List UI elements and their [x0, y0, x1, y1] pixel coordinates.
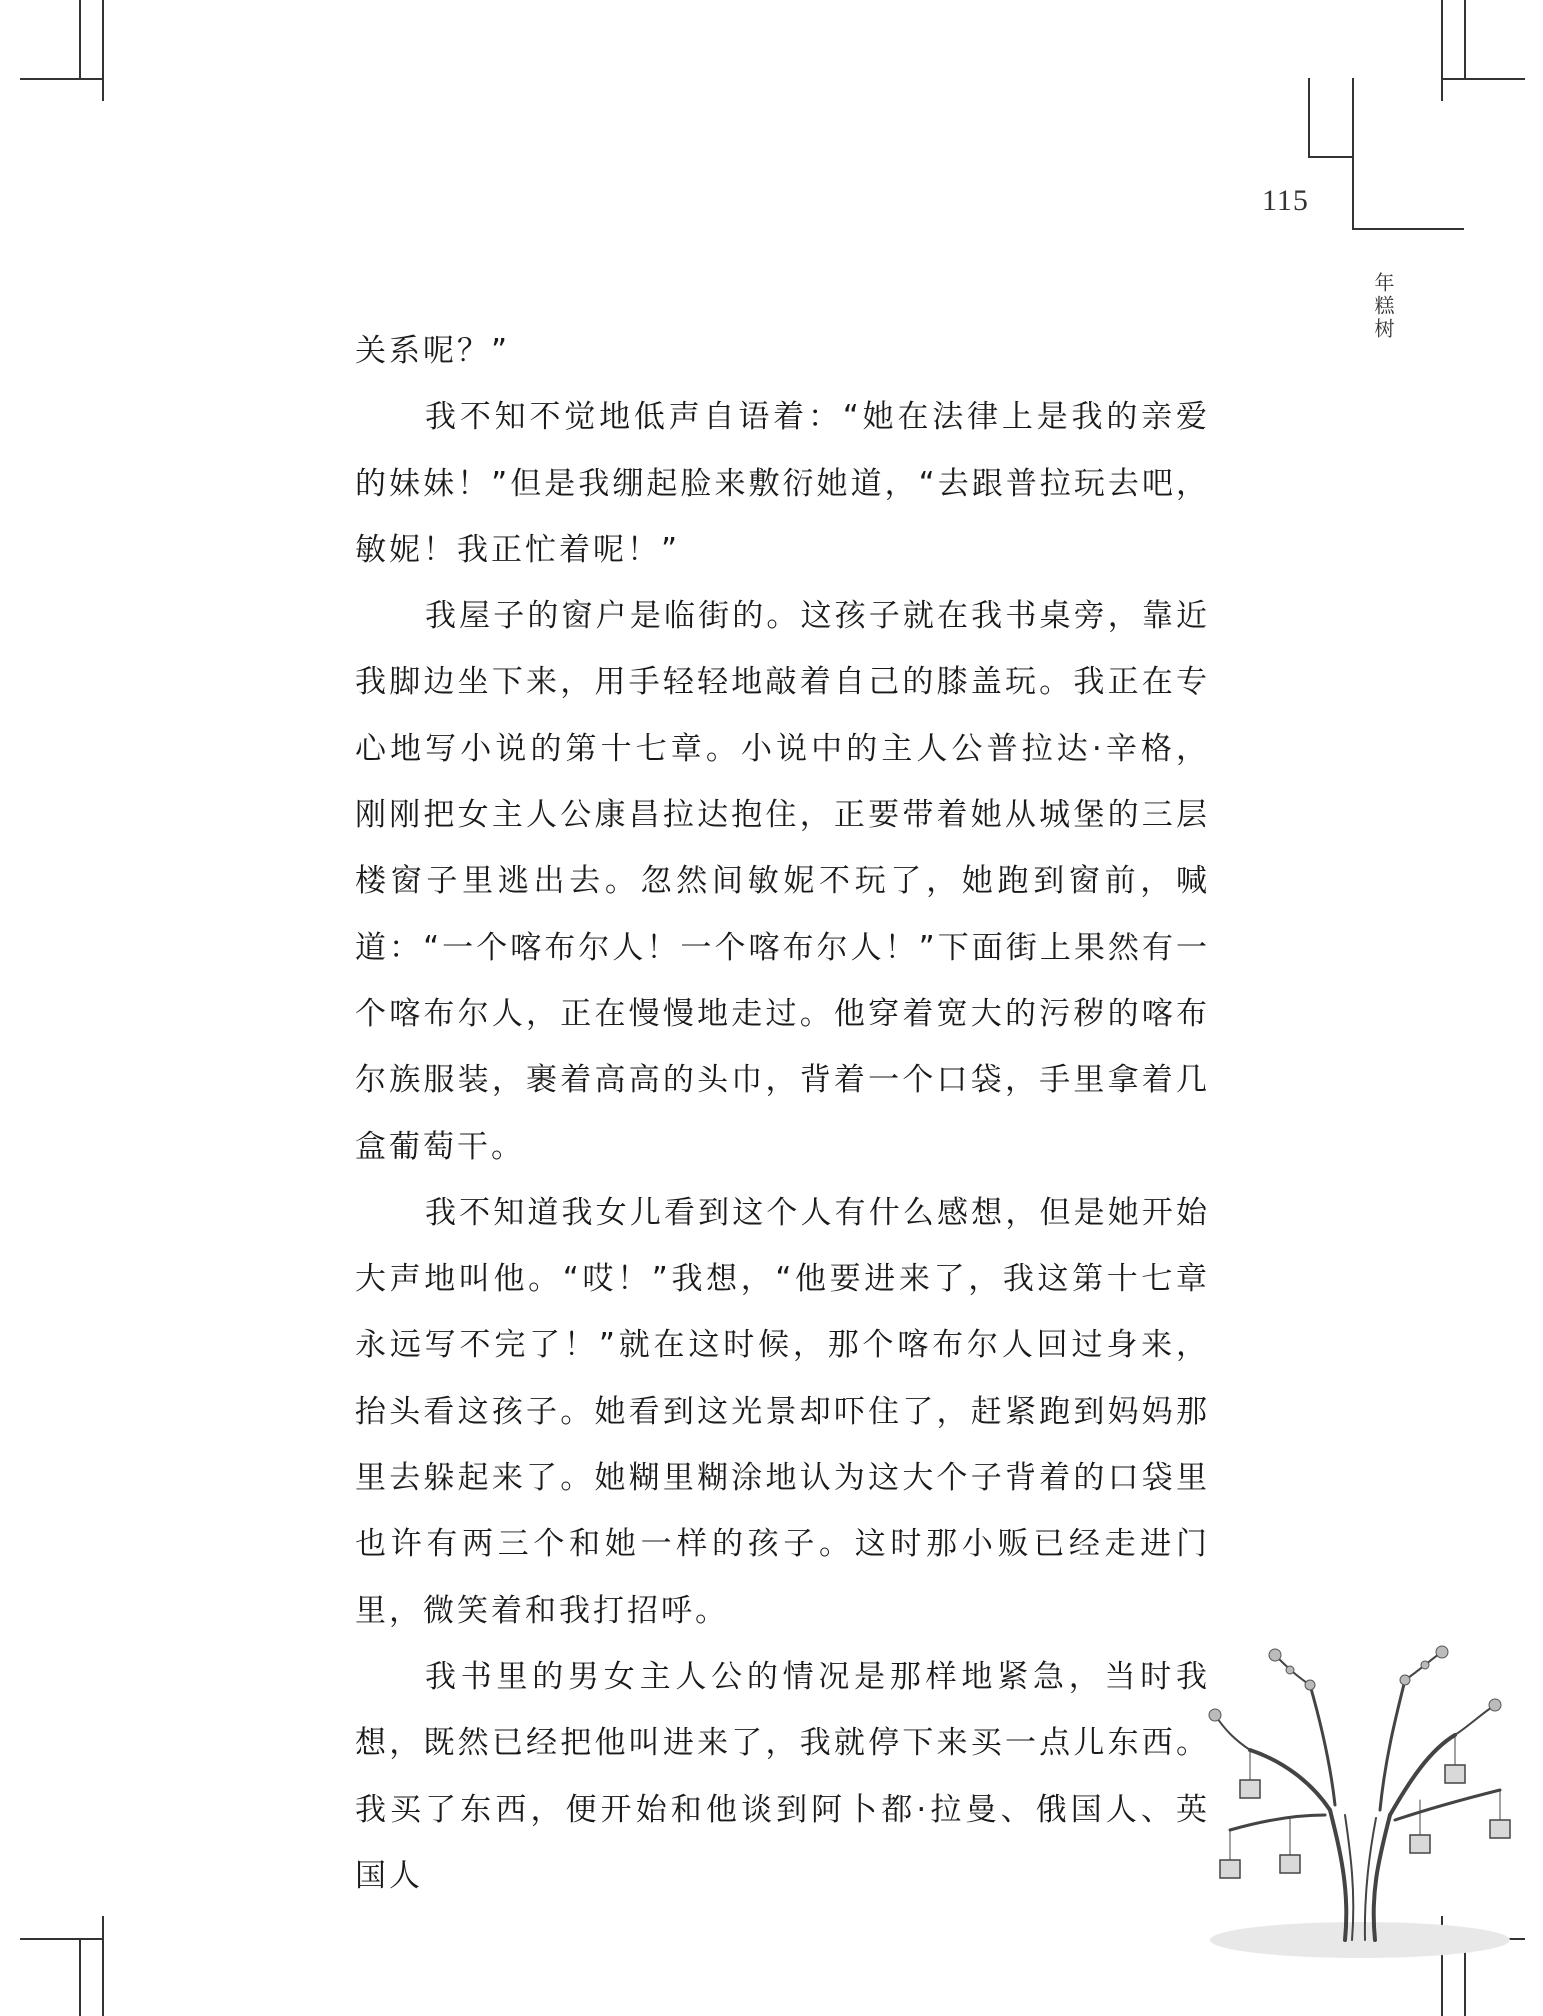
crop-mark-top-left-h	[20, 78, 104, 80]
crop-mark-bottom-left-h	[20, 1938, 104, 1940]
crop-mark-top-right-v	[1441, 0, 1443, 101]
paragraph: 我不知道我女儿看到这个人有什么感想，但是她开始大声地叫他。“哎！”我想，“他要进来了，我这第十七章永远写不完了！”就在这时候，那个喀布尔人回过身来，抬头看这孩子。她看到这光景却吓住了，赶紧跑到妈妈那里去躲起来了。她糊里糊涂地认为这大个子背着的口袋里也许有两三个和她一样的孩子。这时那小贩已经走进门里，微笑着和我打招呼。	[355, 1194, 1210, 1629]
paragraph: 我书里的男女主人公的情况是那样地紧急，当时我想，既然已经把他叫进来了，我就停下来买一点儿东西。我买了东西，便开始和他谈到阿卜都·拉曼、俄国人、英国人	[355, 1658, 1210, 1894]
paragraph: 我屋子的窗户是临街的。这孩子就在我书桌旁，靠近我脚边坐下来，用手轻轻地敲着自己的膝盖玩。我正在专心地写小说的第十七章。小说中的主人公普拉达·辛格，刚刚把女主人公康昌拉达抱住，正要带着她从城堡的三层楼窗子里逃出去。忽然间敏妮不玩了，她跑到窗前，喊道：“一个喀布尔人！一个喀布尔人！”下面街上果然有一个喀布尔人，正在慢慢地走过。他穿着宽大的污秽的喀布尔族服装，裹着高高的头巾，背着一个口袋，手里拿着几盒葡萄干。	[355, 598, 1210, 1165]
gift-tree-drawing-icon	[1210, 1652, 1510, 1958]
crop-mark-top-left-v	[102, 0, 104, 101]
gift-tree-illustration	[1180, 1640, 1540, 1970]
paragraph: 我不知不觉地低声自语着：“她在法律上是我的亲爱的妹妹！”但是我绷起脸来敷衍她道，“去跟普拉玩去吧，敏妮！我正忙着呢！”	[355, 399, 1210, 568]
running-head: 年糕树	[1371, 272, 1395, 341]
body-text	[355, 318, 1210, 1909]
crop-mark-bottom-left-v2	[102, 1916, 104, 2016]
header-rule-h2	[1352, 228, 1464, 230]
crop-mark-top-right-v2	[1464, 0, 1466, 78]
header-rule-v1	[1308, 78, 1310, 158]
header-rule-h1	[1308, 156, 1353, 158]
crop-mark-bottom-left-v	[79, 1938, 81, 2016]
header-rule-v2	[1352, 78, 1354, 230]
paragraph: 关系呢？”	[355, 333, 511, 369]
crop-mark-top-left-v2	[79, 0, 81, 78]
crop-mark-top-right-h	[1441, 78, 1525, 80]
blossoms	[1209, 1646, 1501, 1721]
page-number: 115	[1262, 184, 1309, 217]
